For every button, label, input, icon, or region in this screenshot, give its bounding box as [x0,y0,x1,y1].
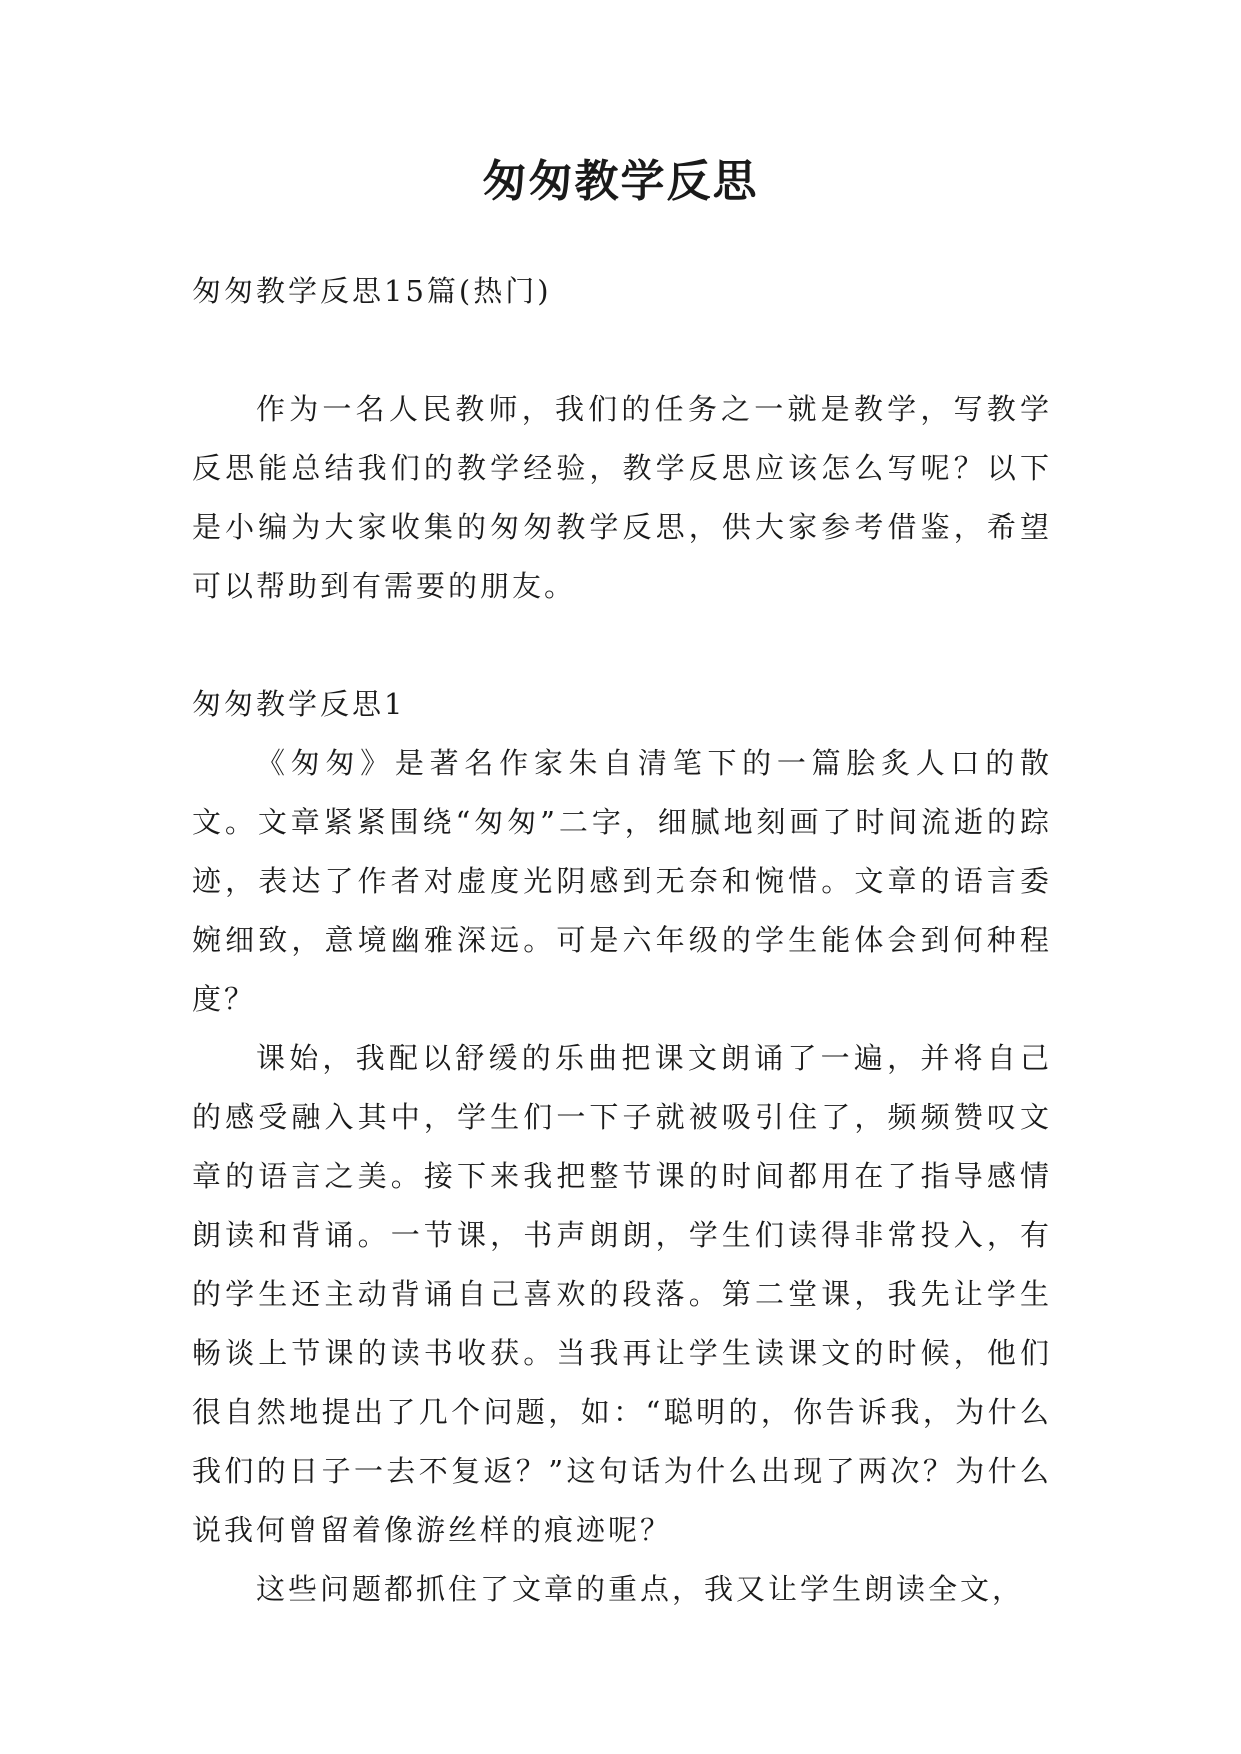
section-heading: 匆匆教学反思1 [192,687,406,721]
body-paragraph: 《匆匆》是著名作家朱自清笔下的一篇脍炙人口的散文。文章紧紧围绕“匆匆”二字，细腻地刻画了时间流逝的踪迹，表达了作者对虚度光阴感到无奈和惋惜。文章的语言委婉细致，意境幽雅深远。可是六年级的学生能体会到何种程度？ [192,746,1052,1016]
body-paragraph: 这些问题都抓住了文章的重点，我又让学生朗读全文， [256,1572,1025,1606]
document-title: 匆匆教学反思 [482,156,759,207]
document-subtitle: 匆匆教学反思15篇(热门) [192,274,552,308]
intro-paragraph: 作为一名人民教师，我们的任务之一就是教学，写教学反思能总结我们的教学经验，教学反思应该怎么写呢？以下是小编为大家收集的匆匆教学反思，供大家参考借鉴，希望可以帮助到有需要的朋友。 [192,392,1052,603]
body-paragraph: 课始，我配以舒缓的乐曲把课文朗诵了一遍，并将自己的感受融入其中，学生们一下子就被吸引住了，频频赞叹文章的语言之美。接下来我把整节课的时间都用在了指导感情朗读和背诵。一节课，书声朗朗，学生们读得非常投入，有的学生还主动背诵自己喜欢的段落。第二堂课，我先让学生畅谈上节课的读书收获。当我再让学生读课文的时候，他们很自然地提出了几个问题，如：“聪明的，你告诉我，为什么我们的日子一去不复返？”这句话为什么出现了两次？为什么说我何曾留着像游丝样的痕迹呢？ [192,1041,1052,1547]
document-body [192,262,1052,1619]
